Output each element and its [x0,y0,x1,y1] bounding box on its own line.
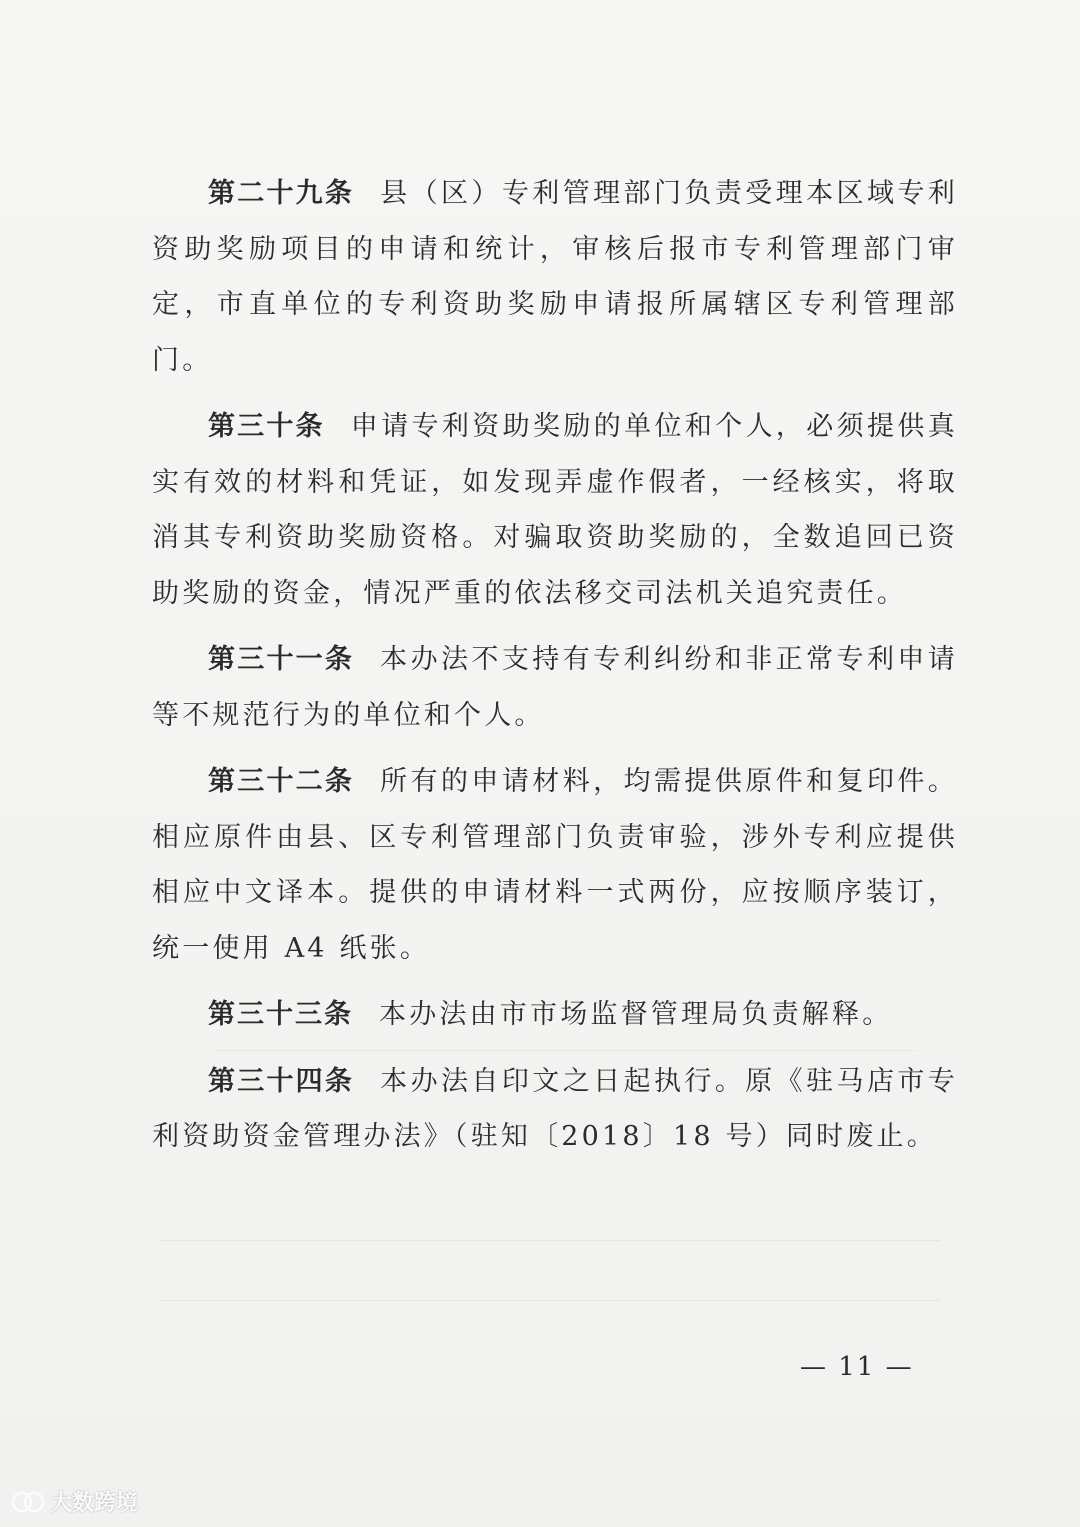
article-text: 本办法不支持有专利纠纷和非正常专利申请等不规范行为的单位和个人。 [152,644,958,731]
page-number: — 11 — [800,1352,914,1382]
article-text: 所有的申请材料，均需提供原件和复印件。相应原件由县、区专利管理部门负责审验，涉外专利应提供相应中文译本。提供的申请材料一式两份，应按顺序装订，统一使用 A4 纸张。 [152,766,958,964]
article-31 [152,632,958,743]
bleed-through-line [160,1240,940,1241]
watermark-text: 大数跨境 [50,1491,139,1516]
article-32 [152,754,958,976]
watermark-logo-icon [10,1489,46,1515]
article-text: 本办法自印文之日起执行。原《驻马店市专利资助资金管理办法》（驻知〔2018〕18 号）同时废止。 [152,1065,958,1152]
watermark [10,1486,138,1517]
article-number: 第三十二条 [208,766,355,797]
bleed-through-line [160,1300,940,1301]
article-34 [152,1054,958,1165]
article-33 [152,987,958,1043]
article-29 [152,166,958,388]
article-number: 第三十三条 [208,999,353,1030]
article-number: 第三十四条 [208,1065,355,1097]
document-body [152,166,958,1176]
article-text: 县（区）专利管理部门负责受理本区域专利资助奖励项目的申请和统计，审核后报市专利管理部门审定，市直单位的专利资助奖励申请报所属辖区专利管理部门。 [152,178,958,376]
article-30 [152,399,958,621]
article-number: 第三十一条 [208,644,355,675]
article-text: 申请专利资助奖励的单位和个人，必须提供真实有效的材料和凭证，如发现弄虚作假者，一经核实，将取消其专利资助奖励资格。对骗取资助奖励的，全数追回已资助奖励的资金，情况严重的依法移交司法机关追究责任。 [152,411,959,609]
article-number: 第二十九条 [208,178,355,209]
article-number: 第三十条 [208,411,325,442]
article-text: 本办法由市市场监督管理局负责解释。 [379,999,893,1030]
